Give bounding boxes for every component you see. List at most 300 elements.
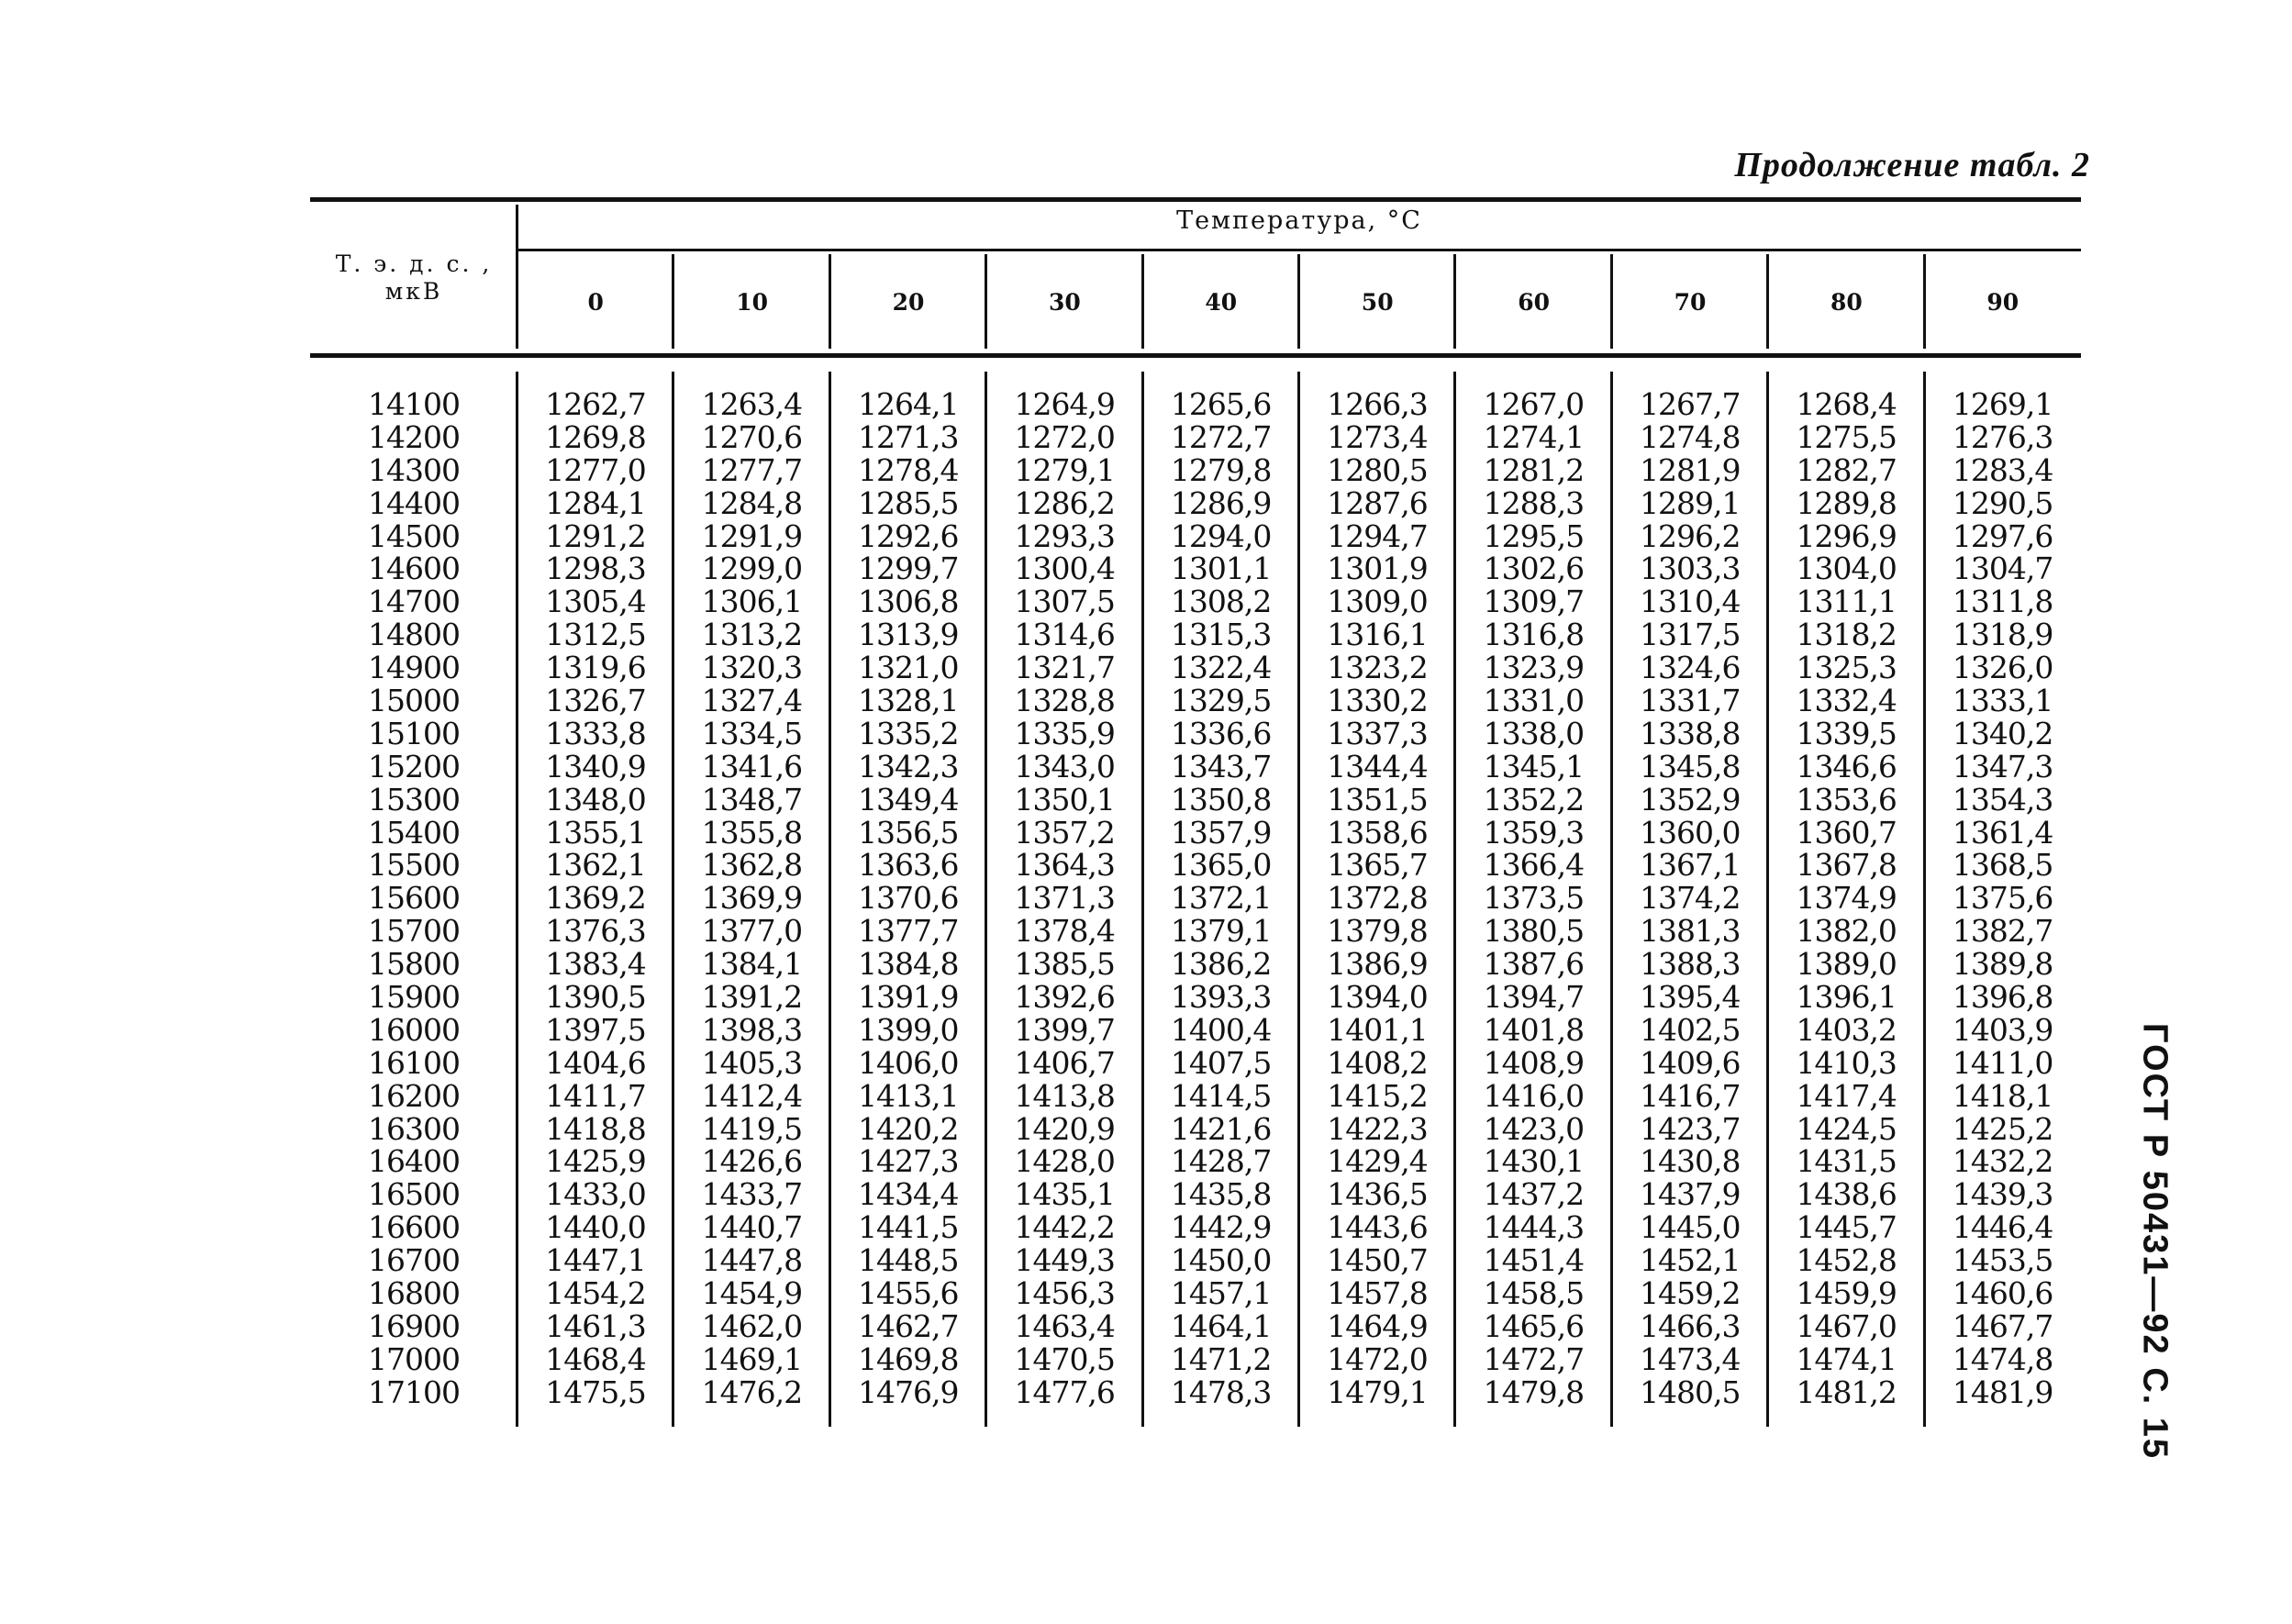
table-row	[310, 717, 2081, 751]
temperature-cell: 1466,3	[1640, 1307, 1741, 1344]
temperature-cell: 1454,2	[545, 1275, 646, 1312]
emf-cell: 15500	[368, 847, 460, 884]
temperature-cell: 1377,7	[858, 913, 959, 950]
temperature-cell: 1328,1	[858, 683, 959, 719]
temperature-cell: 1472,0	[1327, 1340, 1428, 1377]
temperature-cell: 1338,0	[1483, 715, 1585, 751]
column-divider-head	[1610, 254, 1613, 349]
table-row	[310, 484, 2081, 521]
temperature-cell: 1310,4	[1640, 584, 1741, 620]
temperature-cell: 1347,3	[1952, 748, 2053, 784]
table-row	[310, 517, 2081, 554]
temperature-cell: 1444,3	[1483, 1209, 1585, 1246]
temperature-cell: 1438,6	[1796, 1176, 1897, 1213]
temperature-cell: 1322,4	[1170, 650, 1272, 686]
table-row	[310, 1011, 2081, 1048]
temperature-cell: 1381,3	[1640, 913, 1741, 950]
temperature-cell: 1281,9	[1640, 451, 1741, 488]
table-row	[310, 849, 2081, 882]
temperature-cell: 1349,4	[858, 781, 959, 818]
temperature-cell: 1458,5	[1483, 1275, 1585, 1312]
temperature-cell: 1334,5	[701, 715, 803, 751]
temperature-cell: 1377,0	[701, 913, 803, 950]
emf-cell: 15800	[368, 946, 460, 983]
temperature-cell: 1374,9	[1796, 880, 1897, 917]
temperature-cell: 1382,7	[1952, 913, 2053, 950]
temperature-cell: 1299,7	[858, 551, 959, 587]
temperature-cell: 1394,0	[1327, 979, 1428, 1016]
temperature-cell: 1369,9	[701, 880, 803, 917]
temperature-cell: 1337,3	[1327, 715, 1428, 751]
temperature-cell: 1476,9	[858, 1374, 959, 1410]
column-divider-head	[1923, 254, 1926, 349]
temperature-cell: 1408,9	[1483, 1044, 1585, 1081]
temperature-cell: 1378,4	[1014, 913, 1115, 950]
temperature-cell: 1423,7	[1640, 1110, 1741, 1147]
temperature-cell: 1428,0	[1014, 1143, 1115, 1180]
temperature-cell: 1400,4	[1170, 1011, 1272, 1048]
temperature-cell: 1263,4	[701, 386, 803, 422]
temperature-cell: 1452,8	[1796, 1242, 1897, 1279]
temperature-cell: 1455,6	[858, 1275, 959, 1312]
temperature-cell: 1409,6	[1640, 1044, 1741, 1081]
temperature-cell: 1355,1	[545, 814, 646, 851]
temperature-cell: 1408,2	[1327, 1044, 1428, 1081]
emf-cell: 17100	[368, 1374, 460, 1410]
table-temperature-rule	[517, 249, 2081, 251]
temperature-group-header: Температура, °С	[1176, 206, 1422, 235]
temperature-cell: 1469,8	[858, 1340, 959, 1377]
temperature-cell: 1391,9	[858, 979, 959, 1016]
temperature-cell: 1269,1	[1952, 386, 2053, 422]
table-row	[310, 1077, 2081, 1114]
emf-cell: 17000	[368, 1340, 460, 1377]
temperature-cell: 1384,1	[701, 946, 803, 983]
temperature-cell: 1311,1	[1796, 584, 1897, 620]
column-header-70: 70	[1674, 289, 1707, 316]
temperature-cell: 1326,7	[545, 683, 646, 719]
temperature-cell: 1358,6	[1327, 814, 1428, 851]
temperature-cell: 1315,3	[1170, 617, 1272, 653]
temperature-cell: 1429,4	[1327, 1143, 1428, 1180]
temperature-cell: 1313,9	[858, 617, 959, 653]
temperature-cell: 1303,3	[1640, 551, 1741, 587]
temperature-cell: 1300,4	[1014, 551, 1115, 587]
temperature-cell: 1464,9	[1327, 1307, 1428, 1344]
emf-cell: 16200	[368, 1077, 460, 1114]
temperature-cell: 1292,6	[858, 517, 959, 554]
temperature-cell: 1360,7	[1796, 814, 1897, 851]
temperature-cell: 1385,5	[1014, 946, 1115, 983]
temperature-cell: 1477,6	[1014, 1374, 1115, 1410]
temperature-cell: 1398,3	[701, 1011, 803, 1048]
emf-cell: 16500	[368, 1176, 460, 1213]
temperature-cell: 1380,5	[1483, 913, 1585, 950]
emf-cell: 15700	[368, 913, 460, 950]
temperature-cell: 1413,8	[1014, 1077, 1115, 1114]
temperature-cell: 1360,0	[1640, 814, 1741, 851]
column-divider-head	[829, 254, 831, 349]
temperature-cell: 1267,7	[1640, 386, 1741, 422]
emf-cell: 14700	[368, 584, 460, 620]
table-top-rule	[310, 197, 2081, 202]
emf-cell: 14900	[368, 650, 460, 686]
temperature-cell: 1403,2	[1796, 1011, 1897, 1048]
temperature-cell: 1348,7	[701, 781, 803, 818]
temperature-cell: 1394,7	[1483, 979, 1585, 1016]
temperature-cell: 1427,3	[858, 1143, 959, 1180]
temperature-cell: 1317,5	[1640, 617, 1741, 653]
temperature-cell: 1404,6	[545, 1044, 646, 1081]
temperature-cell: 1376,3	[545, 913, 646, 950]
temperature-cell: 1426,6	[701, 1143, 803, 1180]
temperature-cell: 1389,8	[1952, 946, 2053, 983]
temperature-cell: 1396,8	[1952, 979, 2053, 1016]
temperature-cell: 1331,7	[1640, 683, 1741, 719]
temperature-cell: 1417,4	[1796, 1077, 1897, 1114]
column-header-90: 90	[1986, 289, 2019, 316]
table-row	[310, 1376, 2081, 1409]
temperature-cell: 1299,0	[701, 551, 803, 587]
temperature-cell: 1374,2	[1640, 880, 1741, 917]
temperature-cell: 1266,3	[1327, 386, 1428, 422]
temperature-cell: 1425,2	[1952, 1110, 2053, 1147]
temperature-cell: 1269,8	[545, 418, 646, 455]
temperature-cell: 1379,1	[1170, 913, 1272, 950]
temperature-cell: 1288,3	[1483, 484, 1585, 521]
temperature-cell: 1284,1	[545, 484, 646, 521]
temperature-cell: 1268,4	[1796, 386, 1897, 422]
temperature-cell: 1309,0	[1327, 584, 1428, 620]
temperature-cell: 1342,3	[858, 748, 959, 784]
table-row	[310, 915, 2081, 948]
temperature-cell: 1416,0	[1483, 1077, 1585, 1114]
temperature-cell: 1375,6	[1952, 880, 2053, 917]
table-row	[310, 1145, 2081, 1178]
temperature-cell: 1343,0	[1014, 748, 1115, 784]
table-row	[310, 1307, 2081, 1344]
temperature-cell: 1447,1	[545, 1242, 646, 1279]
temperature-cell: 1392,6	[1014, 979, 1115, 1016]
temperature-cell: 1281,2	[1483, 451, 1585, 488]
temperature-cell: 1289,1	[1640, 484, 1741, 521]
table-header-rule	[310, 353, 2081, 358]
table-body	[310, 388, 2081, 1409]
temperature-cell: 1335,2	[858, 715, 959, 751]
temperature-cell: 1457,8	[1327, 1275, 1428, 1312]
temperature-cell: 1267,0	[1483, 386, 1585, 422]
temperature-cell: 1418,1	[1952, 1077, 2053, 1114]
temperature-cell: 1383,4	[545, 946, 646, 983]
temperature-cell: 1476,2	[701, 1374, 803, 1410]
temperature-cell: 1437,2	[1483, 1176, 1585, 1213]
temperature-cell: 1345,8	[1640, 748, 1741, 784]
temperature-cell: 1304,0	[1796, 551, 1897, 587]
emf-cell: 15900	[368, 979, 460, 1016]
table-row	[310, 1178, 2081, 1211]
temperature-cell: 1406,7	[1014, 1044, 1115, 1081]
temperature-cell: 1324,6	[1640, 650, 1741, 686]
temperature-cell: 1389,0	[1796, 946, 1897, 983]
temperature-cell: 1365,0	[1170, 847, 1272, 884]
temperature-cell: 1410,3	[1796, 1044, 1897, 1081]
table-row	[310, 948, 2081, 981]
temperature-cell: 1363,6	[858, 847, 959, 884]
temperature-cell: 1318,9	[1952, 617, 2053, 653]
temperature-cell: 1352,9	[1640, 781, 1741, 818]
temperature-cell: 1382,0	[1796, 913, 1897, 950]
temperature-cell: 1402,5	[1640, 1011, 1741, 1048]
temperature-cell: 1327,4	[701, 683, 803, 719]
temperature-cell: 1313,2	[701, 617, 803, 653]
emf-column-header: Т. э. д. с. , мкВ	[335, 250, 493, 305]
temperature-cell: 1362,1	[545, 847, 646, 884]
temperature-cell: 1372,8	[1327, 880, 1428, 917]
temperature-cell: 1384,8	[858, 946, 959, 983]
temperature-cell: 1329,5	[1170, 683, 1272, 719]
temperature-cell: 1395,4	[1640, 979, 1741, 1016]
temperature-cell: 1449,3	[1014, 1242, 1115, 1279]
column-header-60: 60	[1518, 289, 1550, 316]
side-page-label	[2127, 1022, 2182, 1461]
temperature-cell: 1411,0	[1952, 1044, 2053, 1081]
temperature-cell: 1469,1	[701, 1340, 803, 1377]
temperature-cell: 1364,3	[1014, 847, 1115, 884]
temperature-cell: 1284,8	[701, 484, 803, 521]
emf-cell: 14300	[368, 451, 460, 488]
table-row	[310, 1340, 2081, 1377]
temperature-cell: 1352,2	[1483, 781, 1585, 818]
temperature-cell: 1419,5	[701, 1110, 803, 1147]
temperature-cell: 1280,5	[1327, 451, 1428, 488]
temperature-cell: 1420,2	[858, 1110, 959, 1147]
temperature-cell: 1447,8	[701, 1242, 803, 1279]
temperature-cell: 1472,7	[1483, 1340, 1585, 1377]
temperature-cell: 1295,5	[1483, 517, 1585, 554]
table-row	[310, 418, 2081, 455]
temperature-cell: 1462,7	[858, 1307, 959, 1344]
emf-cell: 16000	[368, 1011, 460, 1048]
temperature-cell: 1420,9	[1014, 1110, 1115, 1147]
temperature-cell: 1369,2	[545, 880, 646, 917]
emf-cell: 16400	[368, 1143, 460, 1180]
temperature-cell: 1368,5	[1952, 847, 2053, 884]
temperature-cell: 1264,1	[858, 386, 959, 422]
temperature-cell: 1454,9	[701, 1275, 803, 1312]
temperature-cell: 1343,7	[1170, 748, 1272, 784]
emf-cell: 15000	[368, 683, 460, 719]
temperature-cell: 1393,3	[1170, 979, 1272, 1016]
table-row	[310, 882, 2081, 915]
temperature-cell: 1428,7	[1170, 1143, 1272, 1180]
temperature-cell: 1270,6	[701, 418, 803, 455]
temperature-cell: 1353,6	[1796, 781, 1897, 818]
temperature-cell: 1306,8	[858, 584, 959, 620]
temperature-cell: 1286,9	[1170, 484, 1272, 521]
temperature-cell: 1416,7	[1640, 1077, 1741, 1114]
temperature-cell: 1273,4	[1327, 418, 1428, 455]
temperature-cell: 1450,0	[1170, 1242, 1272, 1279]
temperature-cell: 1346,6	[1796, 748, 1897, 784]
temperature-cell: 1279,1	[1014, 451, 1115, 488]
table-row	[310, 585, 2081, 618]
temperature-cell: 1272,7	[1170, 418, 1272, 455]
temperature-cell: 1379,8	[1327, 913, 1428, 950]
temperature-cell: 1323,9	[1483, 650, 1585, 686]
temperature-cell: 1480,5	[1640, 1374, 1741, 1410]
temperature-cell: 1441,5	[858, 1209, 959, 1246]
temperature-cell: 1465,6	[1483, 1307, 1585, 1344]
column-divider-head	[1297, 254, 1300, 349]
temperature-cell: 1354,3	[1952, 781, 2053, 818]
temperature-cell: 1412,4	[701, 1077, 803, 1114]
temperature-cell: 1474,1	[1796, 1340, 1897, 1377]
temperature-cell: 1371,3	[1014, 880, 1115, 917]
temperature-cell: 1397,5	[545, 1011, 646, 1048]
temperature-cell: 1355,8	[701, 814, 803, 851]
temperature-cell: 1291,2	[545, 517, 646, 554]
temperature-cell: 1430,8	[1640, 1143, 1741, 1180]
temperature-cell: 1316,1	[1327, 617, 1428, 653]
temperature-cell: 1306,1	[701, 584, 803, 620]
temperature-cell: 1474,8	[1952, 1340, 2053, 1377]
table-row	[310, 618, 2081, 651]
temperature-cell: 1296,2	[1640, 517, 1741, 554]
column-header-10: 10	[736, 289, 768, 316]
temperature-cell: 1479,1	[1327, 1374, 1428, 1410]
temperature-cell: 1285,5	[858, 484, 959, 521]
temperature-cell: 1271,3	[858, 418, 959, 455]
temperature-cell: 1274,1	[1483, 418, 1585, 455]
emf-cell: 14400	[368, 484, 460, 521]
temperature-cell: 1335,9	[1014, 715, 1115, 751]
temperature-cell: 1314,6	[1014, 617, 1115, 653]
temperature-cell: 1321,7	[1014, 650, 1115, 686]
temperature-cell: 1289,8	[1796, 484, 1897, 521]
temperature-cell: 1430,1	[1483, 1143, 1585, 1180]
temperature-cell: 1481,9	[1952, 1374, 2053, 1410]
temperature-cell: 1421,6	[1170, 1110, 1272, 1147]
table-row	[310, 1277, 2081, 1310]
temperature-cell: 1457,1	[1170, 1275, 1272, 1312]
temperature-cell: 1468,4	[545, 1340, 646, 1377]
temperature-cell: 1459,2	[1640, 1275, 1741, 1312]
temperature-cell: 1367,1	[1640, 847, 1741, 884]
temperature-cell: 1390,5	[545, 979, 646, 1016]
temperature-cell: 1318,2	[1796, 617, 1897, 653]
temperature-cell: 1351,5	[1327, 781, 1428, 818]
emf-cell: 15100	[368, 715, 460, 751]
temperature-cell: 1330,2	[1327, 683, 1428, 719]
temperature-cell: 1298,3	[545, 551, 646, 587]
temperature-cell: 1312,5	[545, 617, 646, 653]
temperature-cell: 1345,1	[1483, 748, 1585, 784]
temperature-cell: 1415,2	[1327, 1077, 1428, 1114]
emf-cell: 15600	[368, 880, 460, 917]
table-row	[310, 981, 2081, 1014]
temperature-cell: 1277,7	[701, 451, 803, 488]
temperature-cell: 1440,0	[545, 1209, 646, 1246]
temperature-cell: 1264,9	[1014, 386, 1115, 422]
table-row	[310, 451, 2081, 488]
emf-cell: 15300	[368, 781, 460, 818]
temperature-cell: 1434,4	[858, 1176, 959, 1213]
temperature-cell: 1323,2	[1327, 650, 1428, 686]
temperature-cell: 1301,9	[1327, 551, 1428, 587]
temperature-cell: 1274,8	[1640, 418, 1741, 455]
temperature-cell: 1436,5	[1327, 1176, 1428, 1213]
temperature-cell: 1461,3	[545, 1307, 646, 1344]
table-row	[310, 388, 2081, 421]
temperature-cell: 1362,8	[701, 847, 803, 884]
temperature-cell: 1440,7	[701, 1209, 803, 1246]
temperature-cell: 1302,6	[1483, 551, 1585, 587]
temperature-cell: 1290,5	[1952, 484, 2053, 521]
temperature-cell: 1403,9	[1952, 1011, 2053, 1048]
emf-cell: 16900	[368, 1307, 460, 1344]
temperature-cell: 1278,4	[858, 451, 959, 488]
temperature-cell: 1291,9	[701, 517, 803, 554]
temperature-cell: 1470,5	[1014, 1340, 1115, 1377]
temperature-cell: 1443,6	[1327, 1209, 1428, 1246]
temperature-cell: 1272,0	[1014, 418, 1115, 455]
temperature-cell: 1305,4	[545, 584, 646, 620]
temperature-cell: 1414,5	[1170, 1077, 1272, 1114]
table-row	[310, 748, 2081, 784]
temperature-cell: 1386,9	[1327, 946, 1428, 983]
emf-cell: 14200	[368, 418, 460, 455]
temperature-cell: 1277,0	[545, 451, 646, 488]
emf-cell: 16800	[368, 1275, 460, 1312]
column-divider-head	[1766, 254, 1769, 349]
temperature-cell: 1336,6	[1170, 715, 1272, 751]
temperature-cell: 1391,2	[701, 979, 803, 1016]
temperature-cell: 1293,3	[1014, 517, 1115, 554]
temperature-cell: 1435,8	[1170, 1176, 1272, 1213]
temperature-cell: 1328,8	[1014, 683, 1115, 719]
temperature-cell: 1297,6	[1952, 517, 2053, 554]
temperature-cell: 1316,8	[1483, 617, 1585, 653]
temperature-cell: 1388,3	[1640, 946, 1741, 983]
temperature-cell: 1356,5	[858, 814, 959, 851]
temperature-cell: 1309,7	[1483, 584, 1585, 620]
emf-cell: 16600	[368, 1209, 460, 1246]
table-row	[310, 1110, 2081, 1147]
column-header-30: 30	[1048, 289, 1081, 316]
table-row	[310, 1211, 2081, 1244]
emf-cell: 15400	[368, 814, 460, 851]
temperature-cell: 1478,3	[1170, 1374, 1272, 1410]
temperature-cell: 1405,3	[701, 1044, 803, 1081]
side-page-label-text: ГОСТ Р 50431—92 С. 15	[2135, 1022, 2175, 1461]
table-row	[310, 651, 2081, 684]
temperature-cell: 1372,1	[1170, 880, 1272, 917]
temperature-cell: 1311,8	[1952, 584, 2053, 620]
temperature-cell: 1411,7	[545, 1077, 646, 1114]
temperature-cell: 1304,7	[1952, 551, 2053, 587]
temperature-cell: 1276,3	[1952, 418, 2053, 455]
temperature-cell: 1424,5	[1796, 1110, 1897, 1147]
temperature-cell: 1286,2	[1014, 484, 1115, 521]
temperature-cell: 1344,4	[1327, 748, 1428, 784]
emf-cell: 16100	[368, 1044, 460, 1081]
temperature-cell: 1321,0	[858, 650, 959, 686]
temperature-cell: 1437,9	[1640, 1176, 1741, 1213]
temperature-cell: 1357,2	[1014, 814, 1115, 851]
temperature-cell: 1413,1	[858, 1077, 959, 1114]
table-row	[310, 1044, 2081, 1081]
table-caption: Продолжение табл. 2	[1734, 146, 2090, 184]
